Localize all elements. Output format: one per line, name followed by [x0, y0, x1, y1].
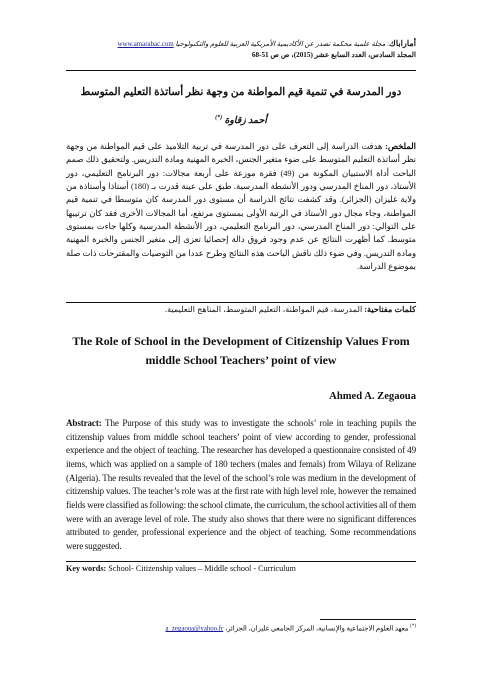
footnote-affiliation: معهد العلوم الاجتماعية والإنسانية، المركز الجامعي غليزان، الجزائر،	[224, 625, 409, 633]
footnote-email-link[interactable]: a_zegaoua@yahoo.fr	[165, 625, 224, 633]
english-author-name: Ahmed A. Zegaoua	[329, 391, 416, 402]
arabic-author-footnote-mark[interactable]: (*)	[215, 115, 223, 121]
english-keywords-text: School- Citizenship values – Middle school - Curriculum	[108, 564, 296, 573]
journal-description: مجلة علمية محكمة تصدر عن الأكاديمية الأمريكية العربية للعلوم والتكنولوجيا	[175, 41, 386, 48]
journal-url-link[interactable]: www.amarabac.com	[117, 41, 174, 48]
arabic-author	[66, 115, 416, 126]
arabic-author-name: أحمد زقاوة	[224, 116, 267, 127]
journal-header	[66, 38, 416, 61]
footnote-mark: (*)	[410, 624, 416, 629]
author-footnote	[66, 624, 416, 632]
header-divider	[66, 70, 416, 71]
arabic-keywords-divider	[66, 302, 416, 303]
arabic-title: دور المدرسة في تنمية قيم المواطنة من وجهة نظر أساتذة التعليم المتوسط	[80, 87, 402, 98]
english-abstract-label: Abstract:	[66, 418, 102, 428]
arabic-abstract-text: هدفت الدراسة إلى التعرف على دور المدرسة في تربية التلاميذ على قيم المواطنة من وجهة نظر أساتذة التعليم المتوسط على ضوء متغير الجنس، الخبرة المهنية ومادة التدريس. ولتحقيق ذلك صمم الباحث أداة الاستبيان المكونة من (49) فقرة موزعة على أربعة مجالات: دور البرنامج التعليمي، دور الأستاذ، دور المناخ المدرسي ودور الأنشطة المدرسية. طبق على عينة قدرت بـ (180) أستاذا وأستاذة من ولاية غليزان (الجزائر). وقد كشفت نتائج الدراسة أن مستوى دور المدرسة كان متوسطا في تنمية قيم المواطنة، وجاء مجال دور الأستاذ في الرتبة الأولى بمستوى مرتفع، أما المجالات الأخرى فقد كان ترتيبها على التوالي: دور المناخ المدرسي، دور البرنامج التعليمي، دور الأنشطة المدرسية وكلها جاءت بمستوى متوسط. كما أظهرت النتائج عن عدم وجود فروق دالة إحصائيا تعزى إلى متغير الجنس والخبرة المهنية ومادة التدريس. وفي ضوء ذلك ناقش الباحث هذه النتائج وطرح عددا من التوصيات والمقترحات ذات صلة بموضوع الدراسة.	[66, 142, 416, 272]
english-title: The Role of School in the Development of Citizenship Values From middle School Teachers’ point of view	[72, 334, 410, 367]
arabic-keywords	[66, 304, 416, 314]
journal-name: أماراباك	[389, 39, 416, 48]
english-abstract	[66, 417, 416, 554]
english-keywords	[66, 564, 416, 573]
english-keywords-label: Key words:	[66, 564, 107, 573]
journal-header-line: أماراباك: مجلة علمية محكمة تصدر عن الأكاديمية الأمريكية العربية للعلوم والتكنولوجيا www.amarabac.com	[117, 39, 416, 48]
arabic-abstract	[66, 140, 416, 273]
arabic-abstract-label: الملخص:	[385, 142, 416, 151]
arabic-keywords-text: المدرسة، قيم المواطنة، التعليم المتوسط، المناهج التعليمية.	[165, 305, 363, 314]
footnote-divider	[320, 619, 416, 620]
english-author	[66, 391, 416, 402]
arabic-keywords-label: كلمات مفتاحية:	[364, 305, 416, 314]
english-keywords-divider	[66, 561, 416, 562]
english-abstract-text: The Purpose of this study was to investigate the schools’ role in teaching pupils the citizenship values from middle school teachers’ point of view according to gender, professional experience and the object of teaching. The researcher has developed a questionnaire consisted of 49 items, which was applied on a sample of 180 techers (males and femals) from Wilaya of Relizane (Algeria). The results revealed that the level of the school’s role was medium in the development of citizenship values. The teacher’s role was at the first rate with high level role, however the remained fields were classified as following: the school climate, the curriculum, the school activities all of them were with an average level of role. The study also shows that there were no significant differences attributed to gender, professional experience and the object of teaching. Some recommendations were suggested.	[66, 418, 417, 551]
issue-info: المجلد السادس، العدد السابع عشر (2015)، ص ص 51-68	[251, 51, 416, 59]
